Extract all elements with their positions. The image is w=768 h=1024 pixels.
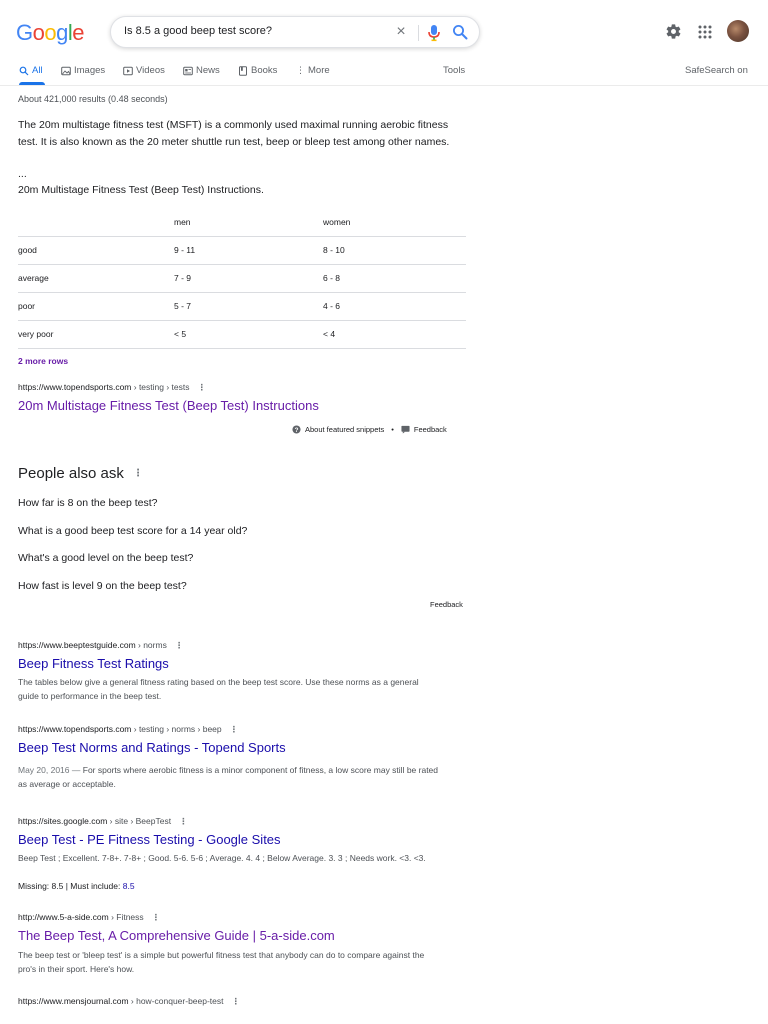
result-url[interactable] xyxy=(18,724,238,735)
featured-snippet-text: The 20m multistage fitness test (MSFT) is a commonly used maximal running aerobic fitness test. It is also known as the 20 meter shuttle run test, beep or bleep test among other names. xyxy=(18,119,450,148)
table-cell: poor xyxy=(18,292,174,320)
must-include-link[interactable]: 8.5 xyxy=(122,881,135,891)
tab-more[interactable] xyxy=(296,65,330,76)
table-cell: very poor xyxy=(18,320,174,348)
table-header-row xyxy=(18,208,466,236)
table-row xyxy=(18,320,466,348)
more-options-icon[interactable]: ⋮ xyxy=(231,996,241,1006)
result-snippet: Beep Test ; Excellent. 7-8+. 7-8+ ; Good. 5-6. 5-6 ; Average. 4. 4 ; Below Average. 3. 3 ; Needs work. <3. <3. xyxy=(18,853,426,863)
snippet-footer xyxy=(292,425,447,434)
result-url[interactable] xyxy=(18,816,188,827)
snippet-source-url[interactable] xyxy=(18,382,206,393)
result-stats: About 421,000 results (0.48 seconds) xyxy=(18,94,168,104)
more-options-icon[interactable]: ⋮ xyxy=(133,468,143,479)
more-rows-link[interactable]: 2 more rows xyxy=(18,356,69,366)
table-cell: 4 - 6 xyxy=(323,292,466,320)
feedback-icon xyxy=(401,425,410,434)
missing-terms xyxy=(18,879,438,893)
logo-letter: o xyxy=(44,20,57,45)
table-header-cell: women xyxy=(323,208,466,236)
help-icon xyxy=(292,425,301,434)
avatar[interactable] xyxy=(727,20,749,42)
url-host: https://www.beeptestguide.com xyxy=(18,640,136,650)
url-host: https://www.mensjournal.com xyxy=(18,996,129,1006)
table-cell: 7 - 9 xyxy=(174,264,323,292)
logo-letter: g xyxy=(56,20,68,45)
image-icon xyxy=(61,66,71,76)
snippet-ellipsis: ... xyxy=(18,168,27,180)
paa-question[interactable]: How fast is level 9 on the beep test? xyxy=(18,580,187,592)
table-row xyxy=(18,236,466,264)
tab-label: Books xyxy=(251,65,278,76)
result-date: May 20, 2016 — xyxy=(18,765,81,775)
table-header-cell xyxy=(18,208,174,236)
google-logo[interactable] xyxy=(16,20,84,46)
about-featured-snippets-link[interactable]: About featured snippets xyxy=(305,425,385,434)
result-snippet xyxy=(18,763,438,791)
safesearch-button[interactable]: SafeSearch on xyxy=(685,65,748,76)
apps-grid-icon[interactable] xyxy=(698,25,712,39)
paa-question[interactable]: What is a good beep test score for a 14 year old? xyxy=(18,525,248,537)
book-icon xyxy=(238,66,248,76)
logo-letter: o xyxy=(32,20,45,45)
paa-question[interactable]: How far is 8 on the beep test? xyxy=(18,497,158,509)
gear-icon[interactable] xyxy=(665,23,682,40)
clear-icon[interactable]: × xyxy=(396,23,406,40)
more-options-icon[interactable]: ⋮ xyxy=(229,724,239,734)
table-cell: 9 - 11 xyxy=(174,236,323,264)
paa-feedback-link[interactable]: Feedback xyxy=(430,600,463,609)
table-header-cell: men xyxy=(174,208,323,236)
url-breadcrumb: › testing › norms › beep xyxy=(131,724,222,734)
result-title[interactable]: Beep Fitness Test Ratings xyxy=(18,656,169,671)
tab-label: More xyxy=(308,65,330,76)
table-cell: < 4 xyxy=(323,320,466,348)
table-cell: good xyxy=(18,236,174,264)
tab-label: All xyxy=(32,65,43,76)
paa-question[interactable]: What's a good level on the beep test? xyxy=(18,552,194,564)
tab-label: Videos xyxy=(136,65,165,76)
search-icon[interactable] xyxy=(452,24,468,40)
url-breadcrumb: › testing › tests xyxy=(131,382,190,392)
more-options-icon[interactable]: ⋮ xyxy=(197,382,206,392)
more-options-icon[interactable]: ⋮ xyxy=(179,816,188,826)
svg-text:?: ? xyxy=(294,426,299,434)
url-host: https://sites.google.com xyxy=(18,816,108,826)
tab-videos[interactable] xyxy=(123,65,165,76)
url-breadcrumb: › how-conquer-beep-test xyxy=(128,996,224,1006)
table-row xyxy=(18,264,466,292)
tools-button[interactable]: Tools xyxy=(443,65,466,76)
feedback-link[interactable]: Feedback xyxy=(413,425,447,434)
result-url[interactable] xyxy=(18,640,183,651)
separator-dot: • xyxy=(391,425,394,434)
table-cell: 5 - 7 xyxy=(174,292,323,320)
tab-news[interactable] xyxy=(183,65,220,76)
logo-letter: l xyxy=(67,20,73,45)
search-tabs xyxy=(0,62,768,86)
more-vert-icon: ⋮ xyxy=(296,65,305,75)
more-options-icon[interactable]: ⋮ xyxy=(174,640,184,650)
tab-images[interactable] xyxy=(61,65,105,76)
search-box[interactable] xyxy=(110,16,480,48)
featured-snippet-table xyxy=(18,208,466,349)
url-host: http://www.5-a-side.com xyxy=(18,912,109,922)
logo-letter: G xyxy=(16,20,33,45)
result-title[interactable]: The Beep Test, A Comprehensive Guide | 5-a-side.com xyxy=(18,928,335,943)
result-snippet-text: For sports where aerobic fitness is a minor component of fitness, a low score may still be rated as average or acceptable. xyxy=(18,765,439,789)
more-options-icon[interactable]: ⋮ xyxy=(151,912,161,922)
news-icon xyxy=(183,66,193,76)
result-title[interactable]: Beep Test Norms and Ratings - Topend Sports xyxy=(18,740,286,755)
snippet-table-title: 20m Multistage Fitness Test (Beep Test) Instructions. xyxy=(18,184,264,196)
table-row xyxy=(18,292,466,320)
table-cell: 6 - 8 xyxy=(323,264,466,292)
result-url[interactable] xyxy=(18,912,160,923)
result-title[interactable]: Beep Test - PE Fitness Testing - Google Sites xyxy=(18,832,281,847)
search-input[interactable]: Is 8.5 a good beep test score? xyxy=(124,25,272,37)
logo-letter: e xyxy=(72,20,85,45)
header xyxy=(0,0,768,62)
tab-label: Images xyxy=(74,65,106,76)
tab-all[interactable] xyxy=(19,65,43,76)
table-cell: 8 - 10 xyxy=(323,236,466,264)
tab-books[interactable] xyxy=(238,65,277,76)
snippet-source-title[interactable]: 20m Multistage Fitness Test (Beep Test) Instructions xyxy=(18,398,319,413)
result-snippet: The beep test or 'bleep test' is a simple but powerful fitness test that anybody can do to compare against the pro's in their sport. Here's how. xyxy=(18,950,425,974)
table-cell: average xyxy=(18,264,174,292)
microphone-icon[interactable] xyxy=(427,24,441,42)
missing-label: Missing: 8.5 | Must include: xyxy=(18,881,121,891)
url-host: https://www.topendsports.com xyxy=(18,382,132,392)
people-also-ask-heading: People also ask xyxy=(18,465,124,482)
video-icon xyxy=(123,66,133,76)
result-url[interactable] xyxy=(18,996,240,1007)
search-icon xyxy=(19,66,29,76)
url-host: https://www.topendsports.com xyxy=(18,724,132,734)
search-divider xyxy=(418,25,419,41)
table-cell: < 5 xyxy=(174,320,323,348)
result-snippet: The tables below give a general fitness rating based on the beep test score. Use these norms as a general guide to performance in the beep test. xyxy=(18,677,419,701)
url-breadcrumb: › norms xyxy=(135,640,167,650)
tab-label: News xyxy=(196,65,220,76)
url-breadcrumb: › Fitness xyxy=(108,912,144,922)
active-tab-indicator xyxy=(19,82,45,85)
url-breadcrumb: › site › BeepTest xyxy=(107,816,172,826)
